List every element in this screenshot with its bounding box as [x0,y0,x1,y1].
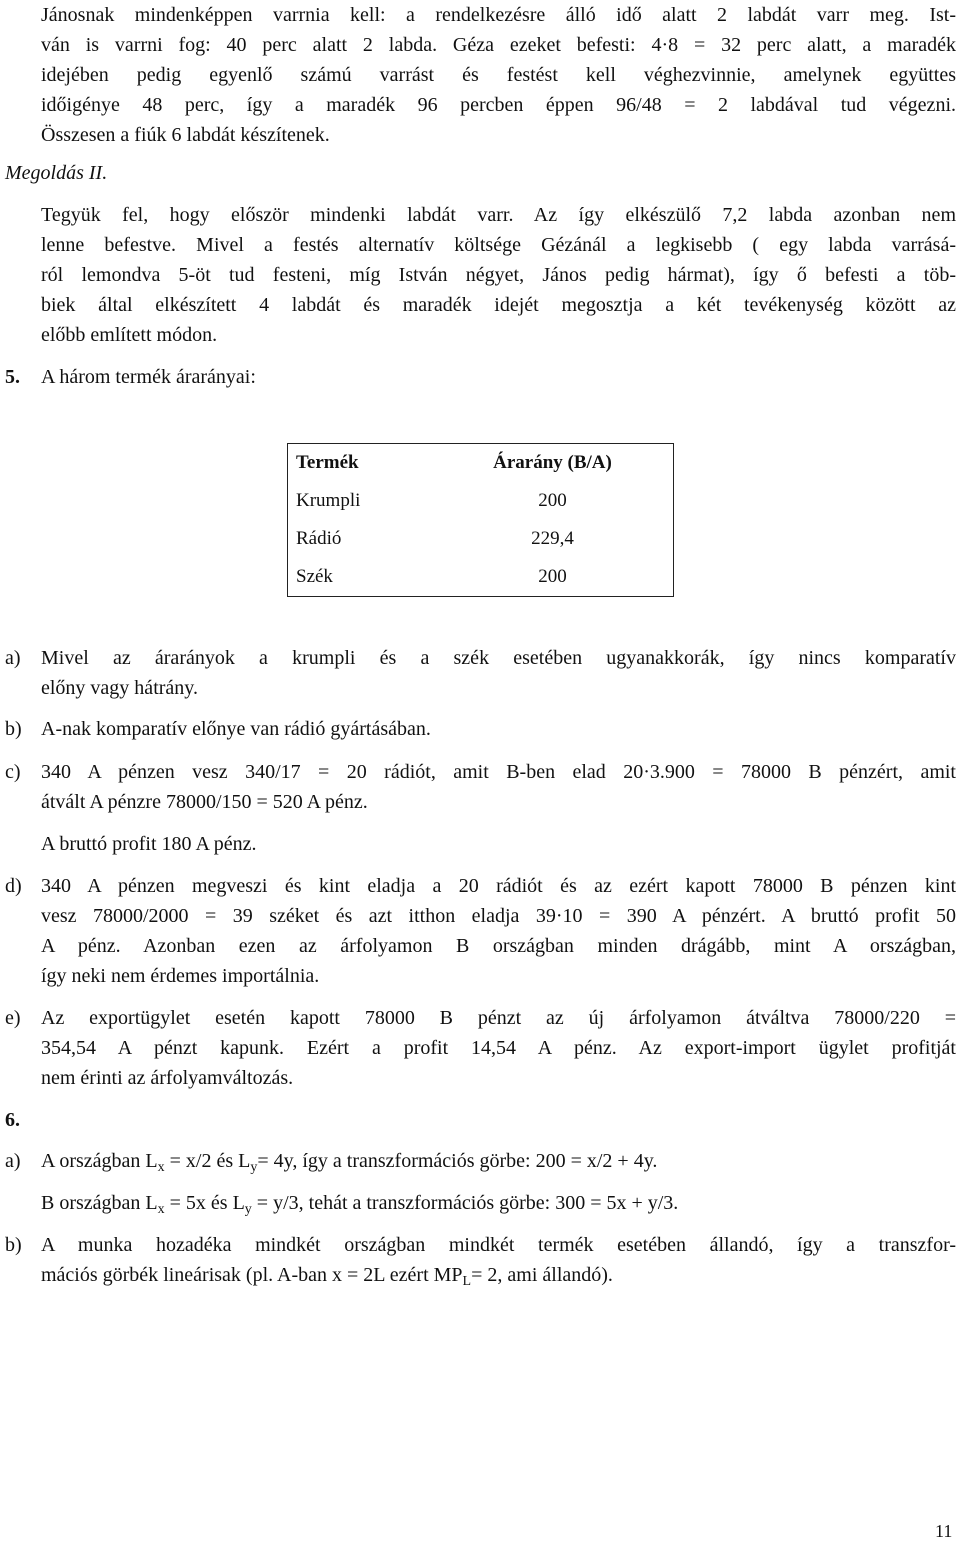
table-row [288,520,674,558]
text-line: ván is varrni fog: 40 perc alatt 2 labda. Géza ezeket befesti: 4·8 = 32 perc alatt, a maradék [41,34,956,56]
item-label: b) [5,718,22,740]
subscript: x [157,1202,165,1217]
table-cell: Szék [296,566,333,587]
item-label: d) [5,875,22,897]
item-label: a) [5,1150,21,1172]
text-line: biek által elkészített 4 labdát és maradék idejét megosztja a két tevékenység között az [41,294,956,316]
section-number: 6. [5,1109,20,1131]
text-line: előny vagy hátrány. [41,677,198,699]
section-title: A három termék árarányai: [41,366,256,388]
text-line: Tegyük fel, hogy először mindenki labdát varr. Az így elkészülő 7,2 labda azonban nem [41,204,956,226]
text-run: B országban L [41,1192,158,1214]
text-line: 340 A pénzen vesz 340/17 = 20 rádiót, amit B-ben elad 20·3.900 = 78000 B pénzért, amit [41,761,956,783]
item-c [41,757,956,817]
subscript: L [462,1274,472,1289]
table-header-cell: Termék [296,452,359,473]
text-line: átvált A pénzre 78000/150 = 520 A pénz. [41,791,368,813]
page-number: 11 [935,1521,953,1541]
table-header-cell: Árarány (B/A) [493,452,612,473]
section-number: 5. [5,366,20,388]
text-run: = x/2 és L [164,1150,251,1172]
table-cell: 200 [538,490,567,511]
text-line: így neki nem érdemes importálnia. [41,965,320,987]
text-line: vesz 78000/2000 = 39 széket és azt itthon eladja 39·10 = 390 A pénzért. A bruttó profit 50 [41,905,956,927]
text-line: Összesen a fiúk 6 labdát készítenek. [41,124,330,146]
item-label: e) [5,1007,21,1029]
text-line: 340 A pénzen megveszi és kint eladja a 20 rádiót és az ezért kapott 78000 B pénzen kint [41,875,956,897]
text-line: idejében pedig egyenlő számú varrást és festést kell véghezvinnie, amelynek együttes [41,64,956,86]
item-6b [41,1230,956,1290]
subscript: y [244,1202,252,1217]
text-line: A-nak komparatív előnye van rádió gyártásában. [41,718,431,740]
table-cell: Krumpli [296,490,361,511]
solution-heading: Megoldás II. [5,162,108,184]
text-line: időigénye 48 perc, így a maradék 96 percben éppen 96/48 = 2 labdával tud végezni. [41,94,956,116]
text-line: nem érinti az árfolyamváltozás. [41,1067,294,1089]
price-ratio-table [287,443,674,597]
item-label: c) [5,761,21,783]
solution-paragraph [41,200,956,350]
text-run: = 5x és L [164,1192,245,1214]
item-6a-line1 [41,1146,956,1176]
table-row [288,482,674,520]
text-line: Mivel az árarányok a krumpli és a szék esetében ugyanakkorák, így nincs komparatív [41,647,956,669]
text-run: = y/3, tehát a transzformációs görbe: 300 = 5x + y/3. [251,1192,679,1214]
item-c-profit: A bruttó profit 180 A pénz. [41,833,257,855]
subscript: x [157,1160,165,1175]
table-cell: Rádió [296,528,342,549]
text-run: mációs görbék lineárisak (pl. A-ban x = 2L ezért MP [41,1264,463,1286]
item-a [41,643,956,703]
text-line: 354,54 A pénzt kapunk. Ezért a profit 14,54 A pénz. Az export-import ügylet profitját [41,1037,956,1059]
text-line: Az exportügylet esetén kapott 78000 B pénzt az új árfolyamon átváltva 78000/220 = [41,1007,956,1029]
item-d [41,871,956,991]
text-run: = 2, ami állandó). [471,1264,613,1286]
text-line: A munka hozadéka mindkét országban mindkét termék esetében állandó, így a transzfor- [41,1234,956,1256]
table-row [288,558,674,597]
text-line: lenne befestve. Mivel a festés alternatív költsége Gézánál a legkisebb ( egy labda varrásá- [41,234,956,256]
subscript: y [250,1160,258,1175]
text-run: = 4y, így a transzformációs görbe: 200 = x/2 + 4y. [257,1150,658,1172]
text-line [41,1260,956,1290]
text-line: A pénz. Azonban ezen az árfolyamon B országban minden drágább, mint A országban, [41,935,956,957]
intro-paragraph [41,0,956,150]
text-line: ról lemondva 5-öt tud festeni, míg István négyet, János pedig hármat), így ő befesti a töb- [41,264,956,286]
table-cell: 229,4 [531,528,574,549]
text-line: Jánosnak mindenképpen varrnia kell: a rendelkezésre álló idő alatt 2 labdát varr meg. Ist- [41,4,956,26]
text-run: A országban L [41,1150,158,1172]
item-label: b) [5,1234,22,1256]
table-cell: 200 [538,566,567,587]
text-line: előbb említett módon. [41,324,218,346]
item-label: a) [5,647,21,669]
item-6a-line2 [41,1188,956,1218]
item-e [41,1003,956,1093]
item-b [41,714,956,744]
table-header-row [288,444,674,483]
